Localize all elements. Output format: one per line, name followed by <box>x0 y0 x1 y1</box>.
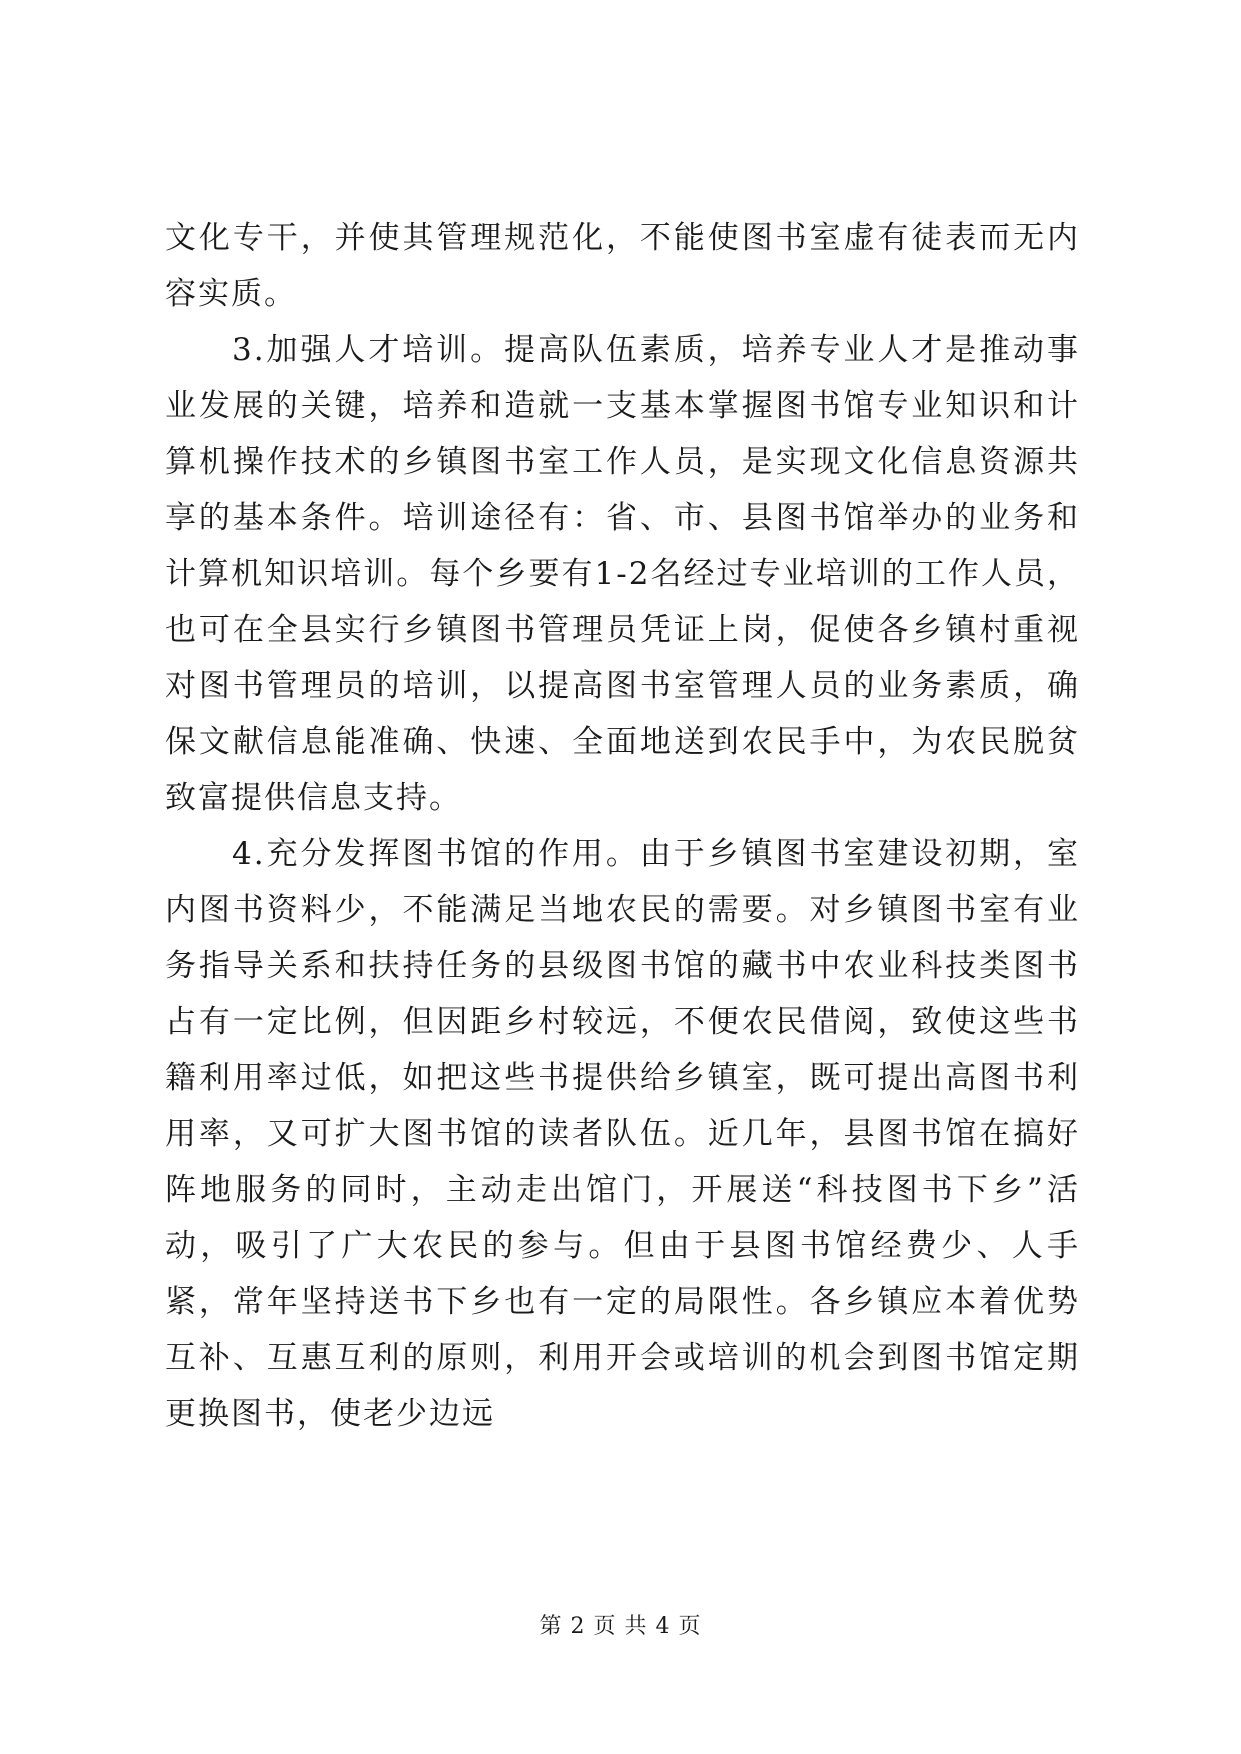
page-footer: 第 2 页 共 4 页 <box>539 1614 702 1639</box>
paragraph-library-role: 4.充分发挥图书馆的作用。由于乡镇图书室建设初期，室内图书资料少，不能满足当地农民的需要。对乡镇图书室有业务指导关系和扶持任务的县级图书馆的藏书中农业科技类图书占有一定比例，但因距乡村较远，不便农民借阅，致使这些书籍利用率过低，如把这些书提供给乡镇室，既可提出高图书利用率，又可扩大图书馆的读者队伍。近几年，县图书馆在搞好阵地服务的同时，主动走出馆门，开展送“科技图书下乡”活动，吸引了广大农民的参与。但由于县图书馆经费少、人手紧，常年坚持送书下乡也有一定的局限性。各乡镇应本着优势互补、互惠互利的原则，利用开会或培训的机会到图书馆定期更换图书，使老少边远 <box>165 836 1080 1432</box>
document-body <box>165 210 1080 1442</box>
paragraph-continuation: 文化专干，并使其管理规范化，不能使图书室虚有徒表而无内容实质。 <box>165 220 1080 312</box>
paragraph-talent-training: 3.加强人才培训。提高队伍素质，培养专业人才是推动事业发展的关键，培养和造就一支基本掌握图书馆专业知识和计算机操作技术的乡镇图书室工作人员，是实现文化信息资源共享的基本条件。培训途径有：省、市、县图书馆举办的业务和计算机知识培训。每个乡要有1-2名经过专业培训的工作人员，也可在全县实行乡镇图书管理员凭证上岗，促使各乡镇村重视对图书管理员的培训，以提高图书室管理人员的业务素质，确保文献信息能准确、快速、全面地送到农民手中，为农民脱贫致富提供信息支持。 <box>165 332 1080 816</box>
